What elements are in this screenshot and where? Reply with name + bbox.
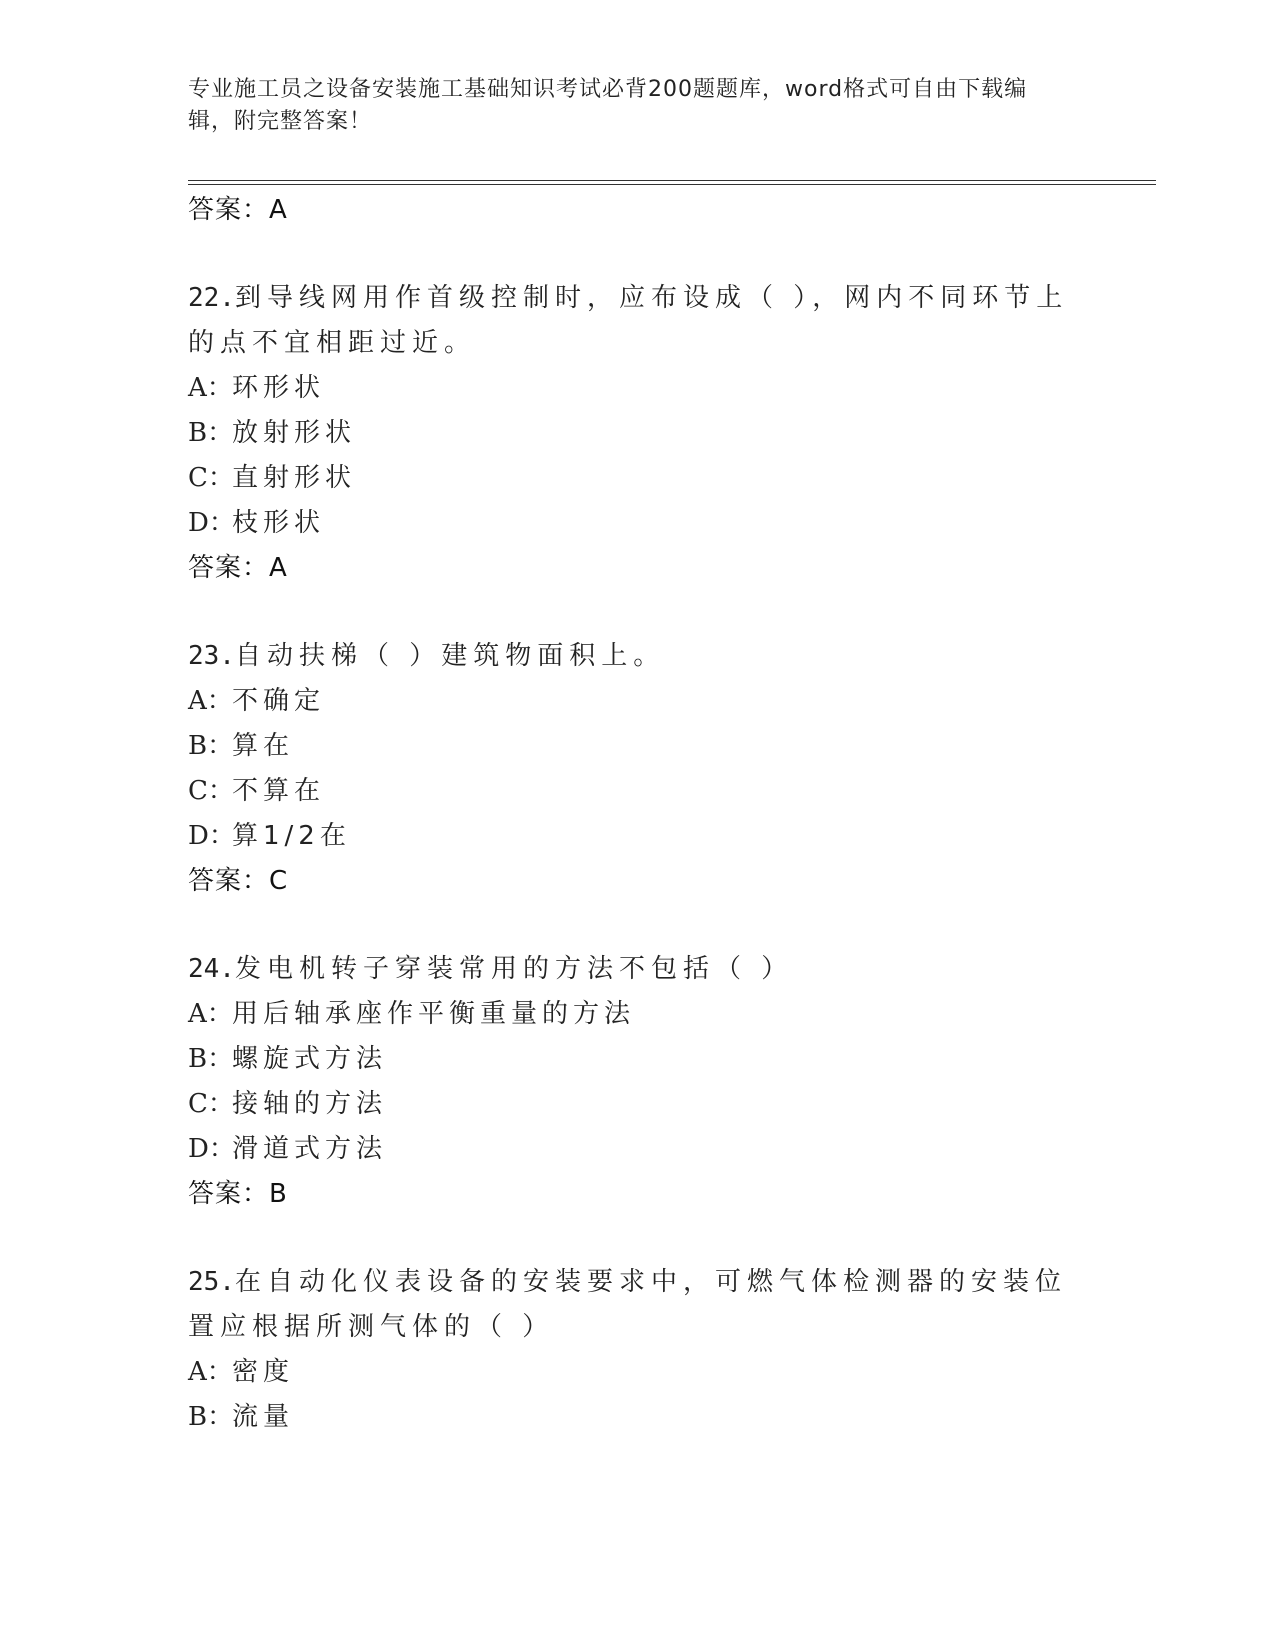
option-text: 螺旋式方法	[232, 1044, 388, 1074]
question-23	[188, 634, 1088, 903]
option-text: 滑道式方法	[232, 1134, 388, 1164]
option-text: 算1/2在	[232, 821, 351, 851]
option-c	[188, 769, 1088, 814]
document-header-title: 专业施工员之设备安装施工基础知识考试必背200题题库，word格式可自由下载编辑，附完整答案！	[188, 77, 1028, 134]
option-a	[188, 366, 1088, 411]
option-key: D：	[188, 821, 235, 851]
question-stem: 自动扶梯（ ）建筑物面积上。	[234, 641, 666, 671]
option-key: B：	[188, 1402, 234, 1432]
option-a	[188, 992, 1088, 1037]
question-number: 24.	[188, 954, 235, 984]
option-text: 算在	[232, 731, 295, 761]
option-text: 用后轴承座作平衡重量的方法	[232, 999, 636, 1029]
option-b	[188, 411, 1088, 456]
question-stem: 在自动化仪表设备的安装要求中，可燃气体检测器的安装位置应根据所测气体的（ ）	[188, 1267, 1067, 1342]
question-stem: 发电机转子穿装常用的方法不包括（ ）	[234, 954, 794, 984]
option-a	[188, 679, 1088, 724]
previous-question-answer: 答案：A	[188, 195, 288, 225]
option-key: B：	[188, 731, 234, 761]
option-key: C：	[188, 776, 234, 806]
question-text	[188, 634, 1088, 679]
option-d	[188, 814, 1088, 859]
question-number: 25.	[188, 1267, 235, 1297]
question-22	[188, 276, 1088, 590]
option-b	[188, 724, 1088, 769]
option-text: 不确定	[232, 686, 326, 716]
option-key: C：	[188, 463, 234, 493]
question-text	[188, 1260, 1088, 1350]
option-c	[188, 456, 1088, 501]
option-b	[188, 1037, 1088, 1082]
option-key: C：	[188, 1089, 234, 1119]
option-text: 环形状	[232, 373, 326, 403]
option-key: B：	[188, 418, 234, 448]
question-list	[188, 188, 1088, 1440]
option-a	[188, 1350, 1088, 1395]
question-number: 22.	[188, 283, 235, 313]
question-text	[188, 947, 1088, 992]
option-key: D：	[188, 508, 235, 538]
header-divider	[188, 180, 1156, 185]
question-24	[188, 947, 1088, 1216]
question-answer: 答案：A	[188, 553, 288, 583]
option-b	[188, 1395, 1088, 1440]
question-answer: 答案：C	[188, 866, 289, 896]
question-25	[188, 1260, 1088, 1440]
option-text: 放射形状	[232, 418, 357, 448]
option-key: A：	[188, 1357, 233, 1387]
option-d	[188, 1127, 1088, 1172]
option-c	[188, 1082, 1088, 1127]
option-d	[188, 501, 1088, 546]
option-key: D：	[188, 1134, 235, 1164]
option-text: 流量	[232, 1402, 295, 1432]
option-key: A：	[188, 373, 233, 403]
question-number: 23.	[188, 641, 235, 671]
option-key: B：	[188, 1044, 234, 1074]
option-text: 密度	[232, 1357, 295, 1387]
option-text: 不算在	[232, 776, 326, 806]
question-answer: 答案：B	[188, 1179, 288, 1209]
option-text: 接轴的方法	[232, 1089, 388, 1119]
option-text: 枝形状	[232, 508, 326, 538]
option-key: A：	[188, 686, 233, 716]
question-text	[188, 276, 1088, 366]
question-stem: 到导线网用作首级控制时，应布设成（ ），网内不同环节上的点不宜相距过近。	[188, 283, 1069, 358]
option-text: 直射形状	[232, 463, 357, 493]
option-key: A：	[188, 999, 233, 1029]
